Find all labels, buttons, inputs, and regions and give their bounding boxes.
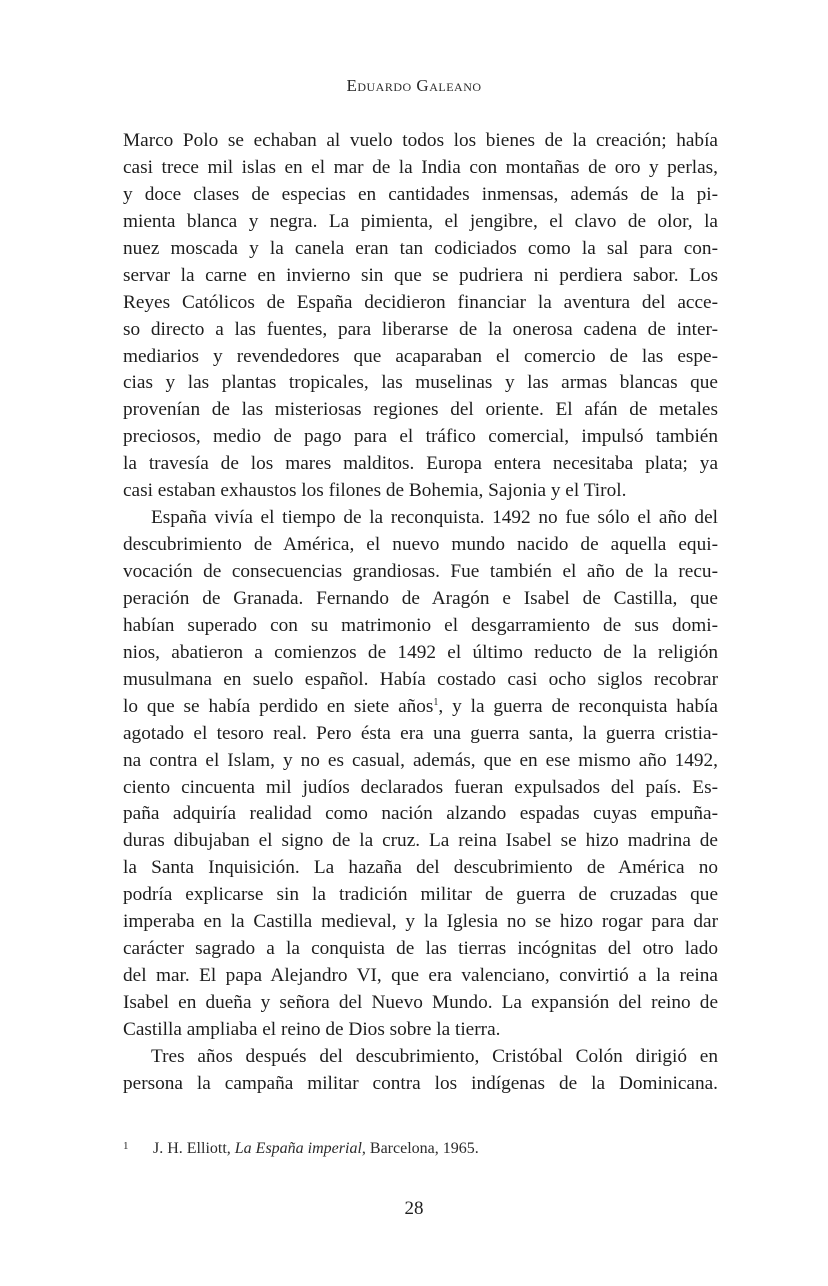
text-line: casi estaban exhaustos los filones de Bohemia, Sajonia y el Tirol.	[123, 480, 627, 502]
text-line: servar la carne en invierno sin que se pudriera ni perdiera sabor. Los	[123, 264, 718, 286]
text-line: persona la campaña militar contra los indígenas de la Dominicana.	[123, 1072, 718, 1094]
text-line: Marco Polo se echaban al vuelo todos los bienes de la creación; había	[123, 130, 718, 151]
text-line: vocación de consecuencias grandiosas. Fue también el año de la recu-	[123, 561, 718, 582]
text-line: Tres años después del descubrimiento, Cristóbal Colón dirigió en	[151, 1045, 718, 1067]
text-line: cias y las plantas tropicales, las muselinas y las armas blancas que	[123, 372, 718, 394]
footnote-ref[interactable]: 1	[433, 696, 439, 708]
text-line: duras dibujaban el signo de la cruz. La reina Isabel se hizo madrina de	[123, 830, 718, 852]
text-line: Reyes Católicos de España decidieron financiar la aventura del acce-	[123, 291, 718, 313]
text-line: habían superado con su matrimonio el desgarramiento de sus domi-	[123, 614, 718, 636]
text-line: provenían de las misteriosas regiones del oriente. El afán de metales	[123, 399, 718, 421]
text-line: mienta blanca y negra. La pimienta, el jengibre, el clavo de olor, la	[123, 210, 718, 232]
footnote-rest: , Barcelona, 1965.	[361, 1140, 479, 1157]
footnote	[123, 1140, 479, 1158]
text-line: del mar. El papa Alejandro VI, que era valenciano, convirtió a la reina	[123, 965, 718, 987]
text-line: casi trece mil islas en el mar de la India con montañas de oro y perlas,	[123, 156, 718, 178]
body-text	[123, 128, 718, 1098]
text-line: preciosos, medio de pago para el tráfico comercial, impulsó también	[123, 426, 718, 448]
text-line: agotado el tesoro real. Pero ésta era una guerra santa, la guerra cristia-	[123, 722, 718, 744]
footnote-title: La España imperial	[234, 1140, 362, 1157]
text-line: la Santa Inquisición. La hazaña del descubrimiento de América no	[123, 857, 718, 879]
text-line: imperaba en la Castilla medieval, y la Iglesia no se hizo rogar para dar	[123, 911, 718, 933]
footnote-author: J. H. Elliott,	[153, 1140, 235, 1157]
page-number: 28	[404, 1198, 424, 1219]
text-line: peración de Granada. Fernando de Aragón e Isabel de Castilla, que	[123, 587, 718, 609]
text-line: paña adquiría realidad como nación alzando espadas cuyas empuña-	[123, 803, 718, 825]
text-line: mediarios y revendedores que acaparaban el comercio de las espe-	[123, 345, 718, 367]
text-line: la travesía de los mares malditos. Europa entera necesitaba plata; ya	[123, 453, 718, 475]
text-line: ciento cincuenta mil judíos declarados fueran expulsados del país. Es-	[123, 776, 718, 798]
text-line: descubrimiento de América, el nuevo mundo nacido de aquella equi-	[123, 534, 718, 556]
text-line: musulmana en suelo español. Había costado casi ocho siglos recobrar	[123, 668, 718, 690]
running-head: Eduardo Galeano	[346, 76, 482, 95]
text-line: España vivía el tiempo de la reconquista. 1492 no fue sólo el año del	[151, 507, 718, 529]
text-fragment: lo que se había perdido en siete años	[123, 695, 434, 717]
text-line: so directo a las fuentes, para liberarse de la onerosa cadena de inter-	[123, 318, 718, 340]
text-line: nuez moscada y la canela eran tan codiciados como la sal para con-	[123, 237, 718, 259]
text-fragment: , y la guerra de reconquista había	[438, 695, 718, 717]
text-line: carácter sagrado a la conquista de las tierras incógnitas del otro lado	[123, 938, 718, 960]
footnote-number: 1	[123, 1140, 129, 1152]
text-line: Castilla ampliaba el reino de Dios sobre la tierra.	[123, 1018, 501, 1040]
text-line: nios, abatieron a comienzos de 1492 el último reducto de la religión	[123, 641, 718, 663]
text-line: Isabel en dueña y señora del Nuevo Mundo. La expansión del reino de	[123, 992, 718, 1013]
text-line: na contra el Islam, y no es casual, además, que en ese mismo año 1492,	[123, 749, 718, 771]
text-line-with-footnote	[123, 694, 718, 721]
text-line: y doce clases de especias en cantidades inmensas, además de la pi-	[123, 183, 718, 205]
text-line: podría explicarse sin la tradición militar de guerra de cruzadas que	[123, 884, 718, 906]
